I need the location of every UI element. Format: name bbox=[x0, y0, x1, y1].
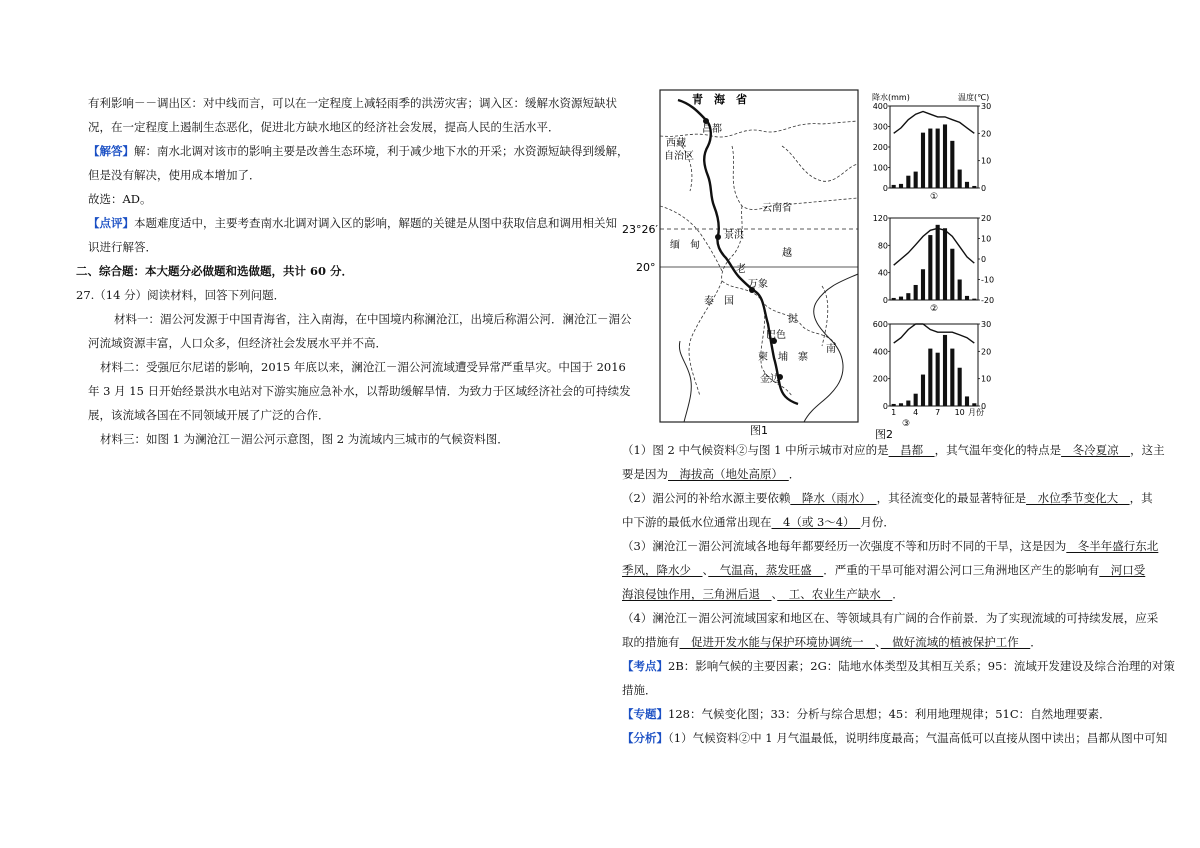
text-span: 2B：影响气候的主要因素；2G：陆地水体类型及其相互关系；95：流域开发建设及综合治理的对策 bbox=[668, 659, 1175, 673]
temperature-line bbox=[894, 228, 975, 265]
precip-bar bbox=[914, 172, 918, 188]
precip-tick-label: 40 bbox=[877, 268, 888, 278]
text-line: 措施． bbox=[622, 683, 657, 697]
question-4-line bbox=[622, 634, 1042, 650]
precip-axis-label: 降水(mm) bbox=[872, 93, 910, 102]
chart-id-label: ② bbox=[929, 304, 939, 314]
precip-bar bbox=[965, 396, 969, 406]
text-span: 本题难度适中，主要考查南水北调对调入区的影响，解题的关键是从图中获取信息和调用相关知 bbox=[134, 216, 617, 230]
chart-frame bbox=[890, 106, 978, 188]
material-2-line: 展，该流域各国在不同领域开展了广泛的合作． bbox=[88, 408, 330, 422]
answer-blank: 海拔高（地处高原） bbox=[668, 467, 789, 481]
dianping-paragraph bbox=[88, 215, 617, 231]
precip-bar bbox=[914, 285, 918, 300]
text-span: 月份． bbox=[860, 515, 895, 529]
label-wanxiang: 万象 bbox=[748, 279, 768, 290]
label-changdu: 昌都 bbox=[702, 124, 722, 135]
material-1-line: 材料一：湄公河发源于中国青海省，注入南海，在中国境内称澜沧江，出境后称湄公河．澜沧江－湄公 bbox=[114, 312, 632, 326]
answer-blank: 气温高，蒸发旺盛 bbox=[708, 563, 824, 577]
temp-tick-label: 10 bbox=[981, 234, 992, 244]
answer-blank: 做好流域的植被保护工作 bbox=[880, 635, 1031, 649]
precip-bar bbox=[892, 185, 896, 188]
temp-tick-label: 10 bbox=[981, 156, 992, 166]
text-line: 但是没有解决，使用成本增加了． bbox=[88, 168, 261, 182]
label-wo: 挝 bbox=[788, 314, 798, 325]
text-span: ． bbox=[788, 467, 801, 481]
temp-tick-label: 0 bbox=[981, 184, 987, 193]
temperature-line bbox=[894, 112, 975, 134]
answer-blank: 河口受 bbox=[1099, 563, 1146, 577]
precip-bar bbox=[950, 141, 954, 188]
question-27-title: 27.（14 分）阅读材料，回答下列问题． bbox=[76, 288, 286, 302]
fenxi-paragraph bbox=[622, 730, 1167, 746]
precip-tick-label: 200 bbox=[872, 143, 888, 152]
precip-tick-label: 120 bbox=[872, 214, 888, 223]
answer-blank: 冬半年盛行东北 bbox=[1066, 539, 1159, 553]
temp-tick-label: 0 bbox=[981, 402, 987, 411]
month-tick-label: 7 bbox=[935, 408, 941, 417]
precip-bar bbox=[928, 235, 932, 300]
chart-frame bbox=[890, 218, 978, 300]
precip-bar bbox=[958, 170, 962, 188]
label-miandian: 缅 甸 bbox=[670, 240, 700, 251]
zhuanti-paragraph bbox=[622, 706, 1111, 722]
temp-tick-label: 30 bbox=[981, 102, 992, 111]
label-zizhiqu: 自治区 bbox=[664, 151, 694, 162]
precip-bar bbox=[936, 129, 940, 188]
jieda-paragraph bbox=[88, 143, 629, 159]
answer-blank: 工、农业生产缺水 bbox=[777, 587, 893, 601]
precip-bar bbox=[899, 297, 903, 300]
temp-axis-label: 温度(℃) bbox=[958, 93, 990, 102]
label-jinghong: 景洪 bbox=[724, 230, 744, 241]
precip-bar bbox=[965, 296, 969, 300]
climate-charts-group bbox=[873, 102, 994, 429]
text-span: ．严重的干旱可能对湄公河口三角洲地区产生的影响有 bbox=[823, 563, 1100, 577]
question-2-line bbox=[622, 514, 895, 530]
answer-blank: 促进开发水能与保护环境协调统一 bbox=[679, 635, 875, 649]
label-base: 巴色 bbox=[766, 330, 786, 341]
text-span: （3）澜沧江－湄公河流域各地每年都要经历一次强度不等和历时不同的干旱，这是因为 bbox=[622, 539, 1067, 553]
material-2-line: 年 3 月 15 日开始经景洪水电站对下游实施应急补水，以帮助缓解旱情．为致力于区域经济社会的可持续发 bbox=[88, 384, 631, 398]
material-2-line: 材料二：受强厄尔尼诺的影响，2015 年底以来，澜沧江－湄公河流域遭受异常严重旱灾。中国于 2016 bbox=[100, 360, 626, 374]
month-tick-label: 10 bbox=[954, 408, 965, 417]
precip-bar bbox=[950, 249, 954, 300]
temp-tick-label: 10 bbox=[981, 374, 992, 384]
precip-bar bbox=[928, 129, 932, 188]
text-span: 要是因为 bbox=[622, 467, 668, 481]
label-lao: 老 bbox=[736, 264, 746, 275]
month-tick-label: 1 bbox=[891, 408, 897, 417]
precip-bar bbox=[928, 349, 932, 406]
precip-tick-label: 400 bbox=[872, 102, 888, 111]
map-frame bbox=[660, 90, 858, 422]
text-span: ，这主 bbox=[1130, 443, 1165, 457]
precip-tick-label: 0 bbox=[882, 184, 888, 193]
temp-tick-label: 0 bbox=[981, 255, 987, 264]
figure-2-caption: 图2 bbox=[875, 428, 893, 440]
label-lat-23: 23°26′ bbox=[622, 223, 658, 236]
text-span: 、 bbox=[875, 635, 881, 649]
temperature-line bbox=[894, 324, 975, 343]
temp-tick-label: 30 bbox=[981, 320, 992, 329]
text-span: 、 bbox=[702, 563, 709, 577]
label-jinbian: 金边 bbox=[760, 374, 780, 385]
city-dot-jinghong bbox=[715, 234, 721, 240]
precip-bar bbox=[892, 298, 896, 300]
section-heading: 二、综合题：本大题分必做题和选做题，共计 60 分． bbox=[76, 264, 354, 278]
text-span: ，其径流变化的最显著特征是 bbox=[876, 491, 1027, 505]
precip-bar bbox=[921, 133, 925, 188]
precip-tick-label: 200 bbox=[872, 374, 888, 384]
text-span: 128：气候变化图；33：分析与综合思想；45：利用地理规律；51C：自然地理要素． bbox=[668, 707, 1111, 721]
answer-blank: 冬冷夏凉 bbox=[1061, 443, 1131, 457]
precip-bar bbox=[921, 375, 925, 406]
label-qinghai: 青 海 省 bbox=[692, 93, 747, 106]
temp-tick-label: 20 bbox=[981, 214, 992, 223]
fenxi-tag: 【分析】 bbox=[622, 731, 668, 745]
precip-bar bbox=[936, 225, 940, 300]
text-span: ． bbox=[1030, 635, 1042, 649]
text-span: 取的措施有 bbox=[622, 635, 680, 649]
jieda-tag: 【解答】 bbox=[88, 144, 134, 158]
precip-bar bbox=[972, 299, 976, 300]
question-1-line bbox=[622, 442, 1165, 458]
question-1-line bbox=[622, 466, 800, 482]
text-span: 中下游的最低水位通常出现在 bbox=[622, 515, 772, 529]
question-2-line bbox=[622, 490, 1153, 506]
precip-bar bbox=[972, 186, 976, 188]
precip-bar bbox=[958, 280, 962, 301]
precip-bar bbox=[936, 353, 940, 406]
text-span: （1）气候资料②中 1 月气温最低，说明纬度最高；气温高低可以直接从图中读出；昌都从图中可知 bbox=[668, 731, 1168, 745]
month-axis-label: 月份 bbox=[968, 408, 984, 417]
answer-blank: 水位季节变化大 bbox=[1026, 491, 1130, 505]
text-span: （2）湄公河的补给水源主要依赖 bbox=[622, 491, 791, 505]
precip-bar bbox=[914, 394, 918, 406]
label-taiguo: 泰 国 bbox=[704, 296, 734, 307]
precip-tick-label: 400 bbox=[872, 347, 888, 357]
precip-bar bbox=[906, 176, 910, 188]
precip-tick-label: 300 bbox=[872, 122, 888, 132]
precip-tick-label: 80 bbox=[877, 241, 888, 251]
figure-2-climate-charts bbox=[870, 92, 1005, 440]
figure-1-map bbox=[622, 86, 872, 440]
answer-blank: 季风，降水少 bbox=[622, 563, 703, 577]
answer-blank: 4（或 3～4） bbox=[771, 515, 861, 529]
kaodian-tag: 【考点】 bbox=[622, 659, 668, 673]
temp-tick-label: -10 bbox=[981, 275, 995, 285]
label-jianpuzhai-3: 寨 bbox=[798, 352, 808, 363]
precip-bar bbox=[943, 124, 947, 188]
text-span: 解：南水北调对该市的影响主要是改善生态环境，利于减少地下水的开采；水资源短缺得到缓解， bbox=[134, 144, 629, 158]
chart-id-label: ③ bbox=[902, 419, 911, 429]
label-nan: 南 bbox=[826, 344, 836, 355]
precip-bar bbox=[943, 335, 947, 406]
temp-tick-label: 20 bbox=[981, 129, 992, 139]
precip-tick-label: 0 bbox=[882, 296, 888, 305]
text-span: ，其气温年变化的特点是 bbox=[934, 443, 1062, 457]
month-tick-label: 4 bbox=[913, 408, 919, 417]
text-line: 有利影响－－调出区：对中线而言，可以在一定程度上减轻雨季的洪涝灾害；调入区：缓解水资源短缺状 bbox=[88, 96, 617, 110]
precip-tick-label: 100 bbox=[872, 163, 888, 173]
dianping-tag: 【点评】 bbox=[88, 216, 134, 230]
precip-bar bbox=[943, 228, 947, 300]
material-3-line: 材料三：如图 1 为澜沧江－湄公河示意图，图 2 为流域内三城市的气候资料图． bbox=[100, 432, 509, 446]
precip-bar bbox=[921, 269, 925, 300]
label-xizang: 西藏 bbox=[666, 138, 686, 149]
text-span: （1）图 2 中气候资料②与图 1 中所示城市对应的是 bbox=[622, 443, 889, 457]
question-4-line: （4）澜沧江－湄公河流域国家和地区在、等领域具有广阔的合作前景．为了实现流域的可持续发展，应采 bbox=[622, 611, 1159, 625]
precip-bar bbox=[906, 293, 910, 300]
temp-tick-label: 20 bbox=[981, 347, 992, 357]
chart-id-label: ① bbox=[929, 192, 939, 202]
text-span: ． bbox=[892, 587, 904, 601]
material-1-line: 河流域资源丰富，人口众多，但经济社会发展水平并不高． bbox=[88, 336, 387, 350]
precip-bar bbox=[965, 182, 969, 188]
text-span: ，其 bbox=[1129, 491, 1153, 505]
precip-bar bbox=[950, 349, 954, 406]
answer-blank: 海浪侵蚀作用，三角洲后退 bbox=[622, 587, 772, 601]
precip-bar bbox=[899, 184, 903, 188]
temp-tick-label: -20 bbox=[981, 296, 995, 305]
figure-1-caption: 图1 bbox=[750, 424, 768, 437]
question-3-line bbox=[622, 562, 1145, 578]
precip-bar bbox=[899, 403, 903, 406]
kaodian-paragraph bbox=[622, 658, 1175, 674]
text-line: 况，在一定程度上遏制生态恶化，促进北方缺水地区的经济社会发展，提高人民的生活水平． bbox=[88, 120, 560, 134]
label-yunnan: 云南省 bbox=[762, 203, 792, 214]
precip-tick-label: 0 bbox=[882, 402, 888, 411]
label-jianpuzhai-2: 埔 bbox=[778, 352, 788, 363]
precip-bar bbox=[906, 401, 910, 406]
precip-bar bbox=[972, 403, 976, 406]
answer-blank: 昌都 bbox=[888, 443, 935, 457]
precip-bar bbox=[892, 404, 896, 406]
text-span: 、 bbox=[771, 587, 778, 601]
label-lat-20: 20° bbox=[636, 261, 656, 274]
text-line: 识进行解答． bbox=[88, 240, 157, 254]
answer-line: 故选：AD。 bbox=[88, 192, 152, 206]
question-3-line bbox=[622, 538, 1158, 554]
precip-tick-label: 600 bbox=[872, 320, 888, 329]
answer-blank: 降水（雨水） bbox=[790, 491, 877, 505]
label-yue: 越 bbox=[782, 248, 792, 259]
zhuanti-tag: 【专题】 bbox=[622, 707, 668, 721]
label-jianpuzhai-1: 柬 bbox=[758, 352, 768, 363]
precip-bar bbox=[958, 368, 962, 406]
question-3-line bbox=[622, 586, 904, 602]
